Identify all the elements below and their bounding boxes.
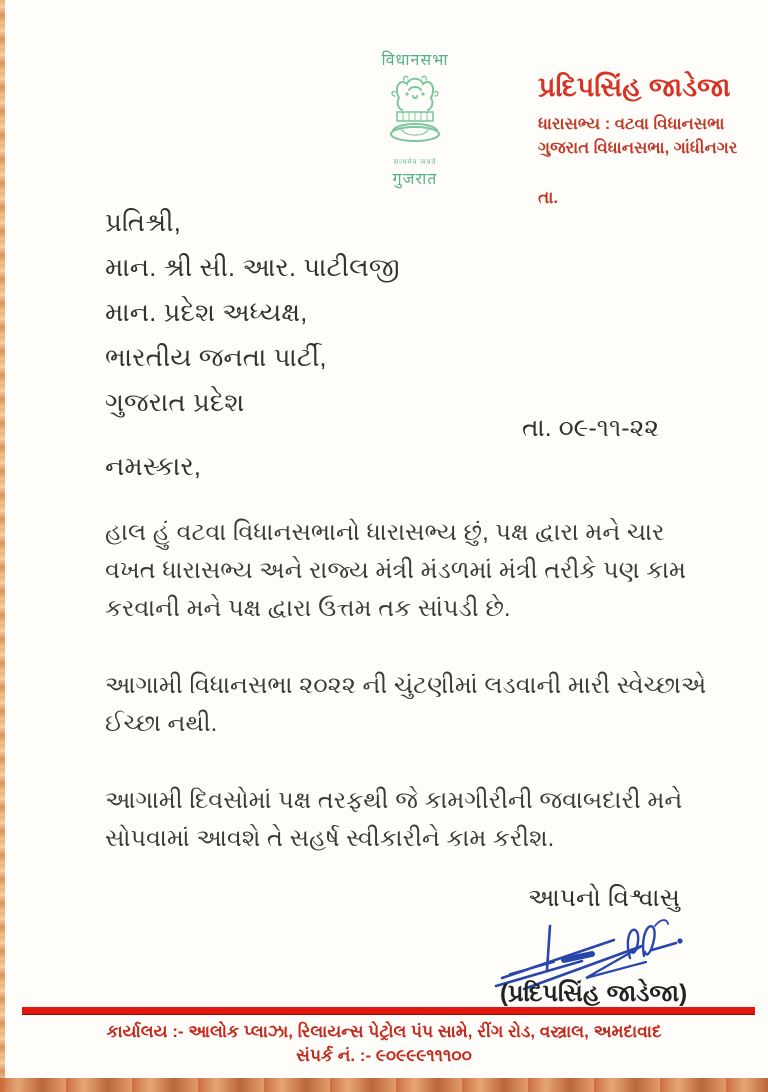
letterhead-right-block [538,72,763,208]
office-address: કાર્યાલય :- આલોક પ્લાઝા, રિલાયન્સ પેટ્રોલ પંપ સામે, રીંગ રોડ, વસ્ત્રાલ, અમદાવાદ [106,1022,662,1041]
recipient-address-block [105,200,400,425]
scan-edge-bottom [0,1078,768,1092]
designation-lines [538,112,763,160]
body-paragraph-1: હાલ હું વટવા વિધાનસભાનો ધારાસભ્ય છું, પક્ષ દ્વારા મને ચાર વખત ધારાસભ્ય અને રાજ્ય મંત્રી મંડળમાં મંત્રી તરીકે પણ કામ કરવાની મને પક્ષ દ્વારા ઉત્તમ તક સાંપડી છે. [105,519,686,622]
body-paragraph-3: આગામી દિવસોમાં પક્ષ તરફથી જે કામગીરીની જવાબદારી મને સોપવામાં આવશે તે સહર્ષ સ્વીકારીને કામ કરીશ. [105,787,683,852]
mla-name: પ્રદિપસિંહ જાડેજા [538,72,731,102]
ashoka-lion-capital-icon [340,72,490,158]
recipient-line: માન. શ્રી સી. આર. પાટીલજી [105,252,400,282]
emblem-state-text: गुजरात [392,171,438,188]
state-emblem-block [340,48,490,189]
recipient-line: પ્રતિશ્રી, [105,207,181,237]
emblem-motto-text: सत्यमेव जयते [393,159,437,166]
salutation: નમસ્કાર, [105,451,201,481]
letter-date: તા. ૦૯-૧૧-૨૨ [522,414,659,442]
signatory-name: (પ્રદિપસિંહ જાડેજા) [500,980,688,1007]
valediction: આપનો વિશ્વાસુ [528,884,680,912]
recipient-line: ગુજરાત પ્રદેશ [105,387,245,417]
recipient-line: ભારતીય જનતા પાર્ટી, [105,342,327,372]
recipient-line: માન. પ્રદેશ અધ્યક્ષ, [105,297,308,327]
designation-line-2: ગુજરાત વિધાનસભા, ગાંધીનગર [538,139,738,157]
printed-date-label: તા. [538,188,559,207]
contact-number: સંપર્ક નં. :- ૯૦૯૯૯૧૧૧૦૦ [296,1046,472,1065]
emblem-title-text: विधानसभा [381,52,449,69]
designation-line-1: ધારાસભ્ય : વટવા વિધાનસભા [538,115,725,133]
scan-edge-left [0,0,5,1092]
footer-divider-rule [22,1007,755,1015]
body-paragraph-2: આગામી વિધાનસભા ૨૦૨૨ ની ચુંટણીમાં લડવાની મારી સ્વેચ્છાએ ઈચ્છા નથી. [105,672,707,737]
